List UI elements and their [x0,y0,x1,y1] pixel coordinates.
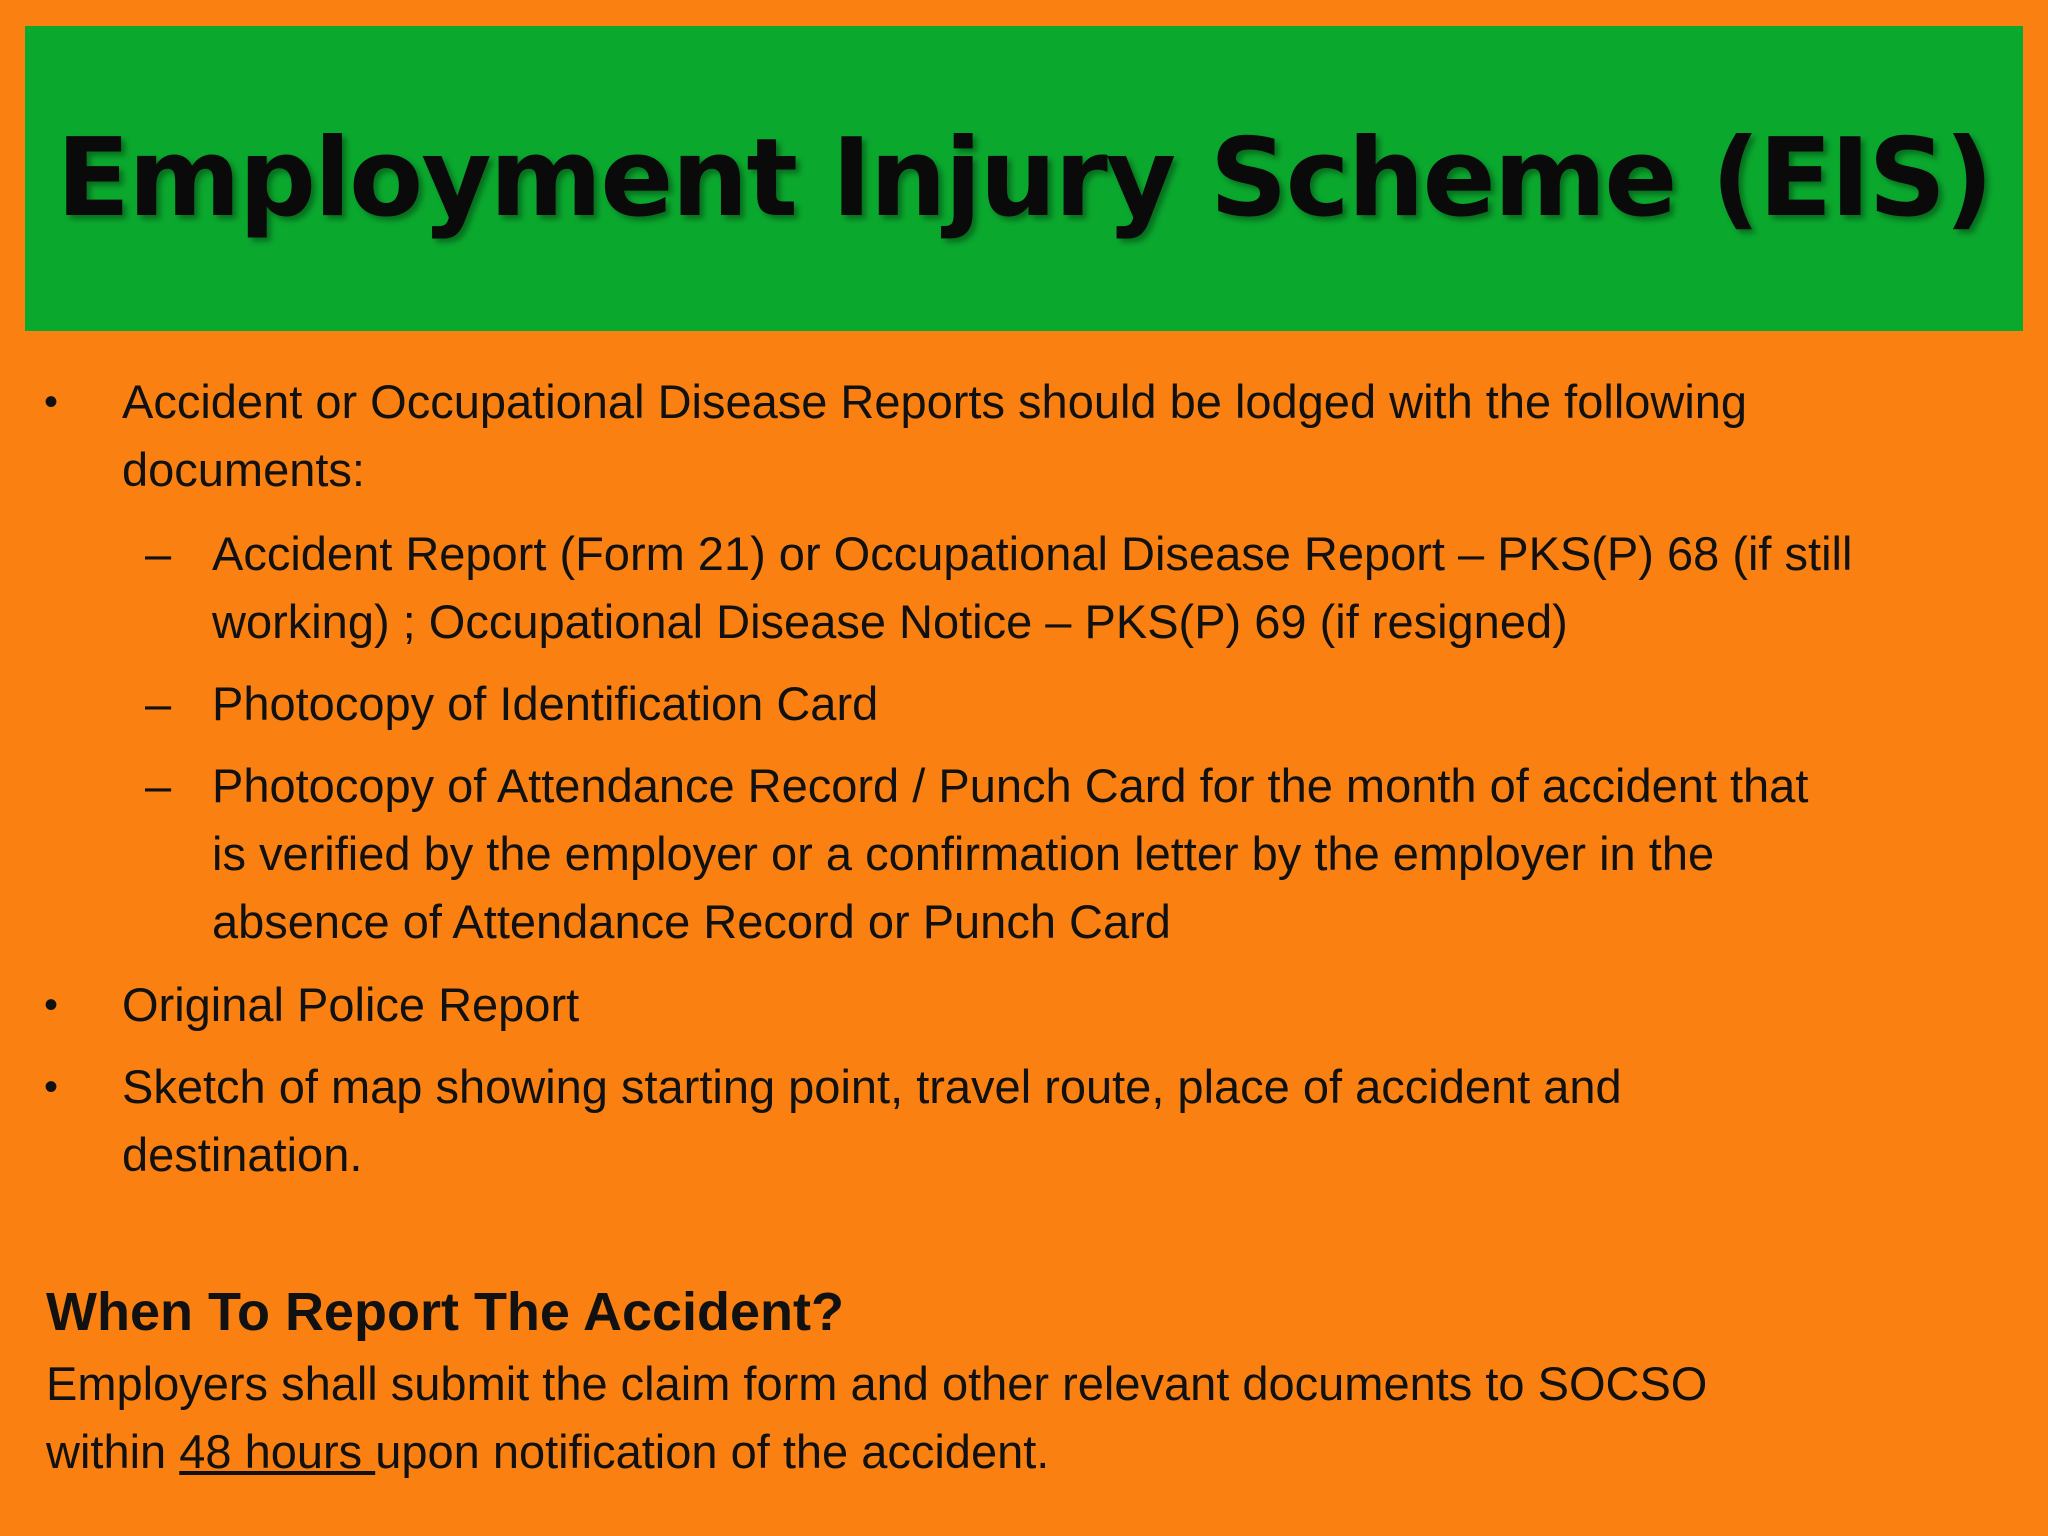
sub-bullet-text-line: absence of Attendance Record or Punch Card [212,895,1171,948]
bullet-text-line: Original Police Report [122,978,580,1031]
bullet-marker: • [44,380,59,424]
bullet-text-line: Sketch of map showing starting point, travel route, place of accident and [122,1060,1622,1113]
sub-bullet-text-line: is verified by the employer or a confirmation letter by the employer in the [212,827,1715,880]
sub-bullet-item-attendance-record [212,752,2012,956]
sub-bullet-text-line: Accident Report (Form 21) or Occupational Disease Report – PKS(P) 68 (if still [212,527,1853,580]
slide-title: Employment Injury Scheme (EIS) [56,116,1992,241]
section-body-line: Employers shall submit the claim form and other relevant documents to SOCSO [46,1357,1708,1410]
section-heading: When To Report The Accident? [46,1282,844,1342]
sub-bullet-text-line: Photocopy of Identification Card [212,677,879,730]
deadline-highlight: 48 hours [179,1425,376,1478]
sub-bullet-marker: – [145,759,172,812]
bullet-item-documents [122,368,2002,504]
bullet-item-sketch-map [122,1053,2002,1189]
sub-bullet-text-line: Photocopy of Attendance Record / Punch Card for the month of accident that [212,759,1809,812]
sub-bullet-item-identification-card [212,670,2012,738]
sub-bullet-item-accident-report [212,520,2012,656]
bullet-marker: • [44,983,59,1027]
section-body-text: within [46,1425,180,1478]
bullet-text-line: documents: [122,443,365,496]
bullet-text-line: destination. [122,1128,363,1181]
sub-bullet-marker: – [145,527,172,580]
sub-bullet-marker: – [145,677,172,730]
bullet-marker: • [44,1065,59,1109]
section-body-line [46,1418,2006,1486]
bullet-text-line: Accident or Occupational Disease Reports should be lodged with the following [122,375,1748,428]
section-body-text: upon notification of the accident. [375,1425,1050,1478]
section-body [46,1350,2006,1486]
sub-bullet-text-line: working) ; Occupational Disease Notice – PKS(P) 69 (if resigned) [212,595,1568,648]
bullet-item-police-report [122,971,2002,1039]
